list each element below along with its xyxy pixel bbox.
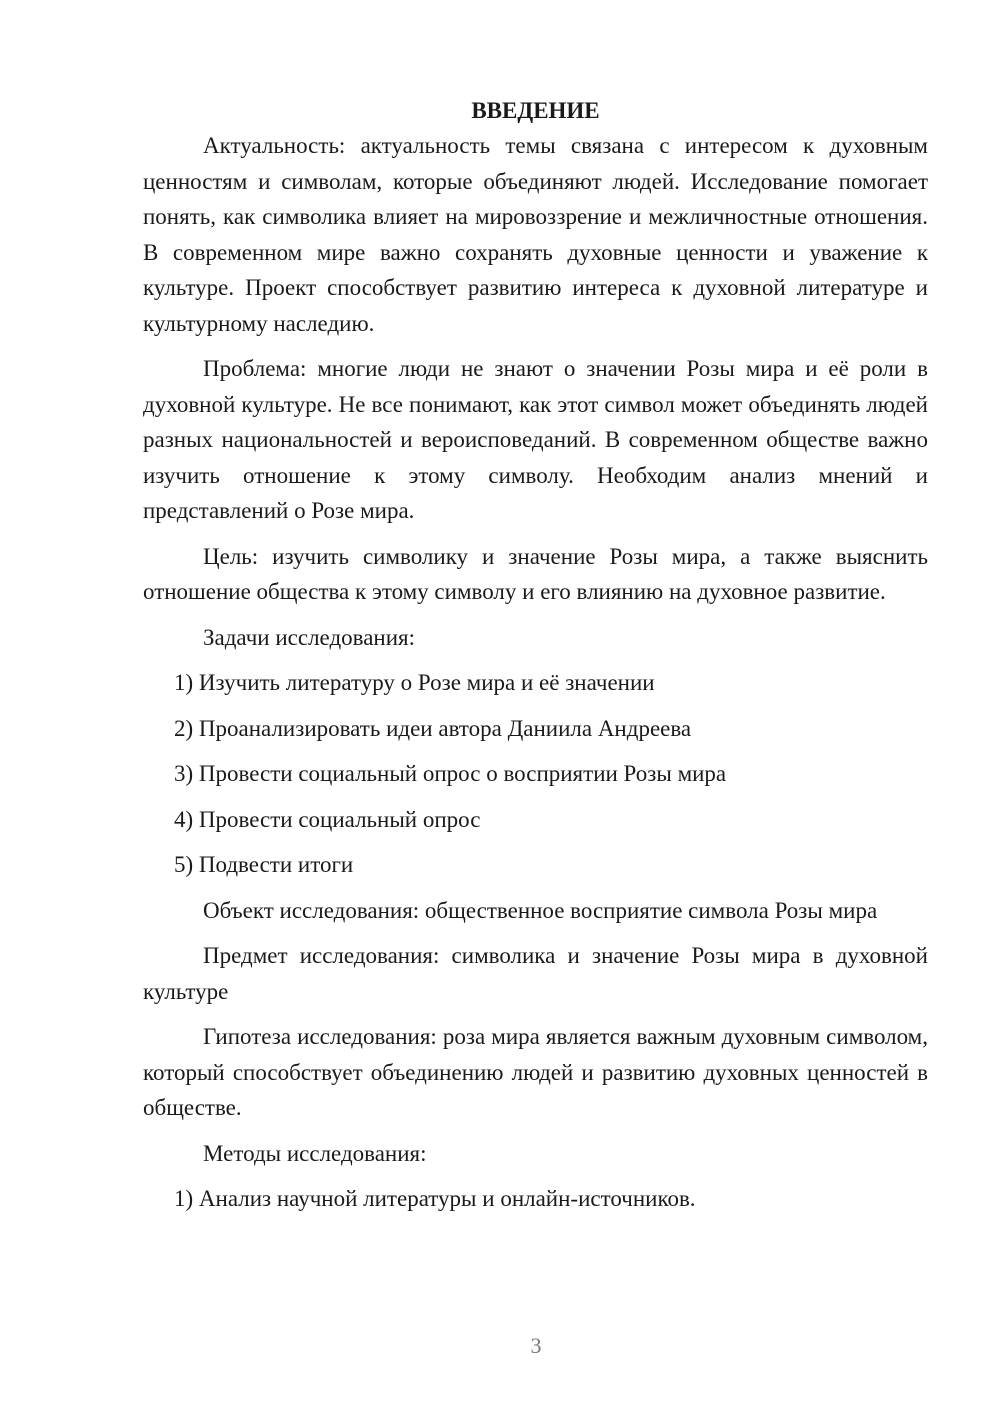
task-item: 3) Провести социальный опрос о восприятии Розы мира	[174, 761, 727, 786]
tasks-heading: Задачи исследования:	[203, 624, 416, 650]
page-title: ВВЕДЕНИЕ	[471, 98, 600, 123]
method-item: 1) Анализ научной литературы и онлайн-источников.	[174, 1186, 696, 1211]
task-item: 4) Провести социальный опрос	[174, 806, 481, 832]
paragraph-hypothesis: Гипотеза исследования: роза мира является важным духовным символом, который способствует объединению людей и развитию духовных ценностей в обществе.	[143, 1024, 928, 1120]
task-item: 5) Подвести итоги	[174, 852, 354, 877]
paragraph-goal: Цель: изучить символику и значение Розы мира, а также выяснить отношение общества к этому символу и его влиянию на духовное развитие.	[143, 543, 928, 604]
paragraph-relevance: Актуальность: актуальность темы связана с интересом к духовным ценностям и символам, которые объединяют людей. Исследование помогает понять, как символика влияет на мировоззрение и межличностные отношения. В современном мире важно сохранять духовные ценности и уважение к культуре. Проект способствует развитию интереса к духовной литературе и культурному наследию.	[143, 133, 928, 336]
task-item: 1) Изучить литературу о Розе мира и её значении	[174, 670, 655, 695]
paragraph-subject: Предмет исследования: символика и значение Розы мира в духовной культуре	[143, 943, 928, 1004]
paragraph-object: Объект исследования: общественное восприятие символа Розы мира	[203, 897, 878, 923]
paragraph-problem: Проблема: многие люди не знают о значении Розы мира и её роли в духовной культуре. Не все понимают, как этот символ может объединять людей разных национальностей и вероисповеданий. В современном обществе важно изучить отношение к этому символу. Необходим анализ мнений и представлений о Розе мира.	[143, 356, 928, 523]
task-item: 2) Проанализировать идеи автора Даниила Андреева	[174, 715, 692, 741]
page-content	[143, 96, 928, 1227]
page-number: 3	[530, 1333, 542, 1358]
methods-heading: Методы исследования:	[203, 1140, 427, 1166]
